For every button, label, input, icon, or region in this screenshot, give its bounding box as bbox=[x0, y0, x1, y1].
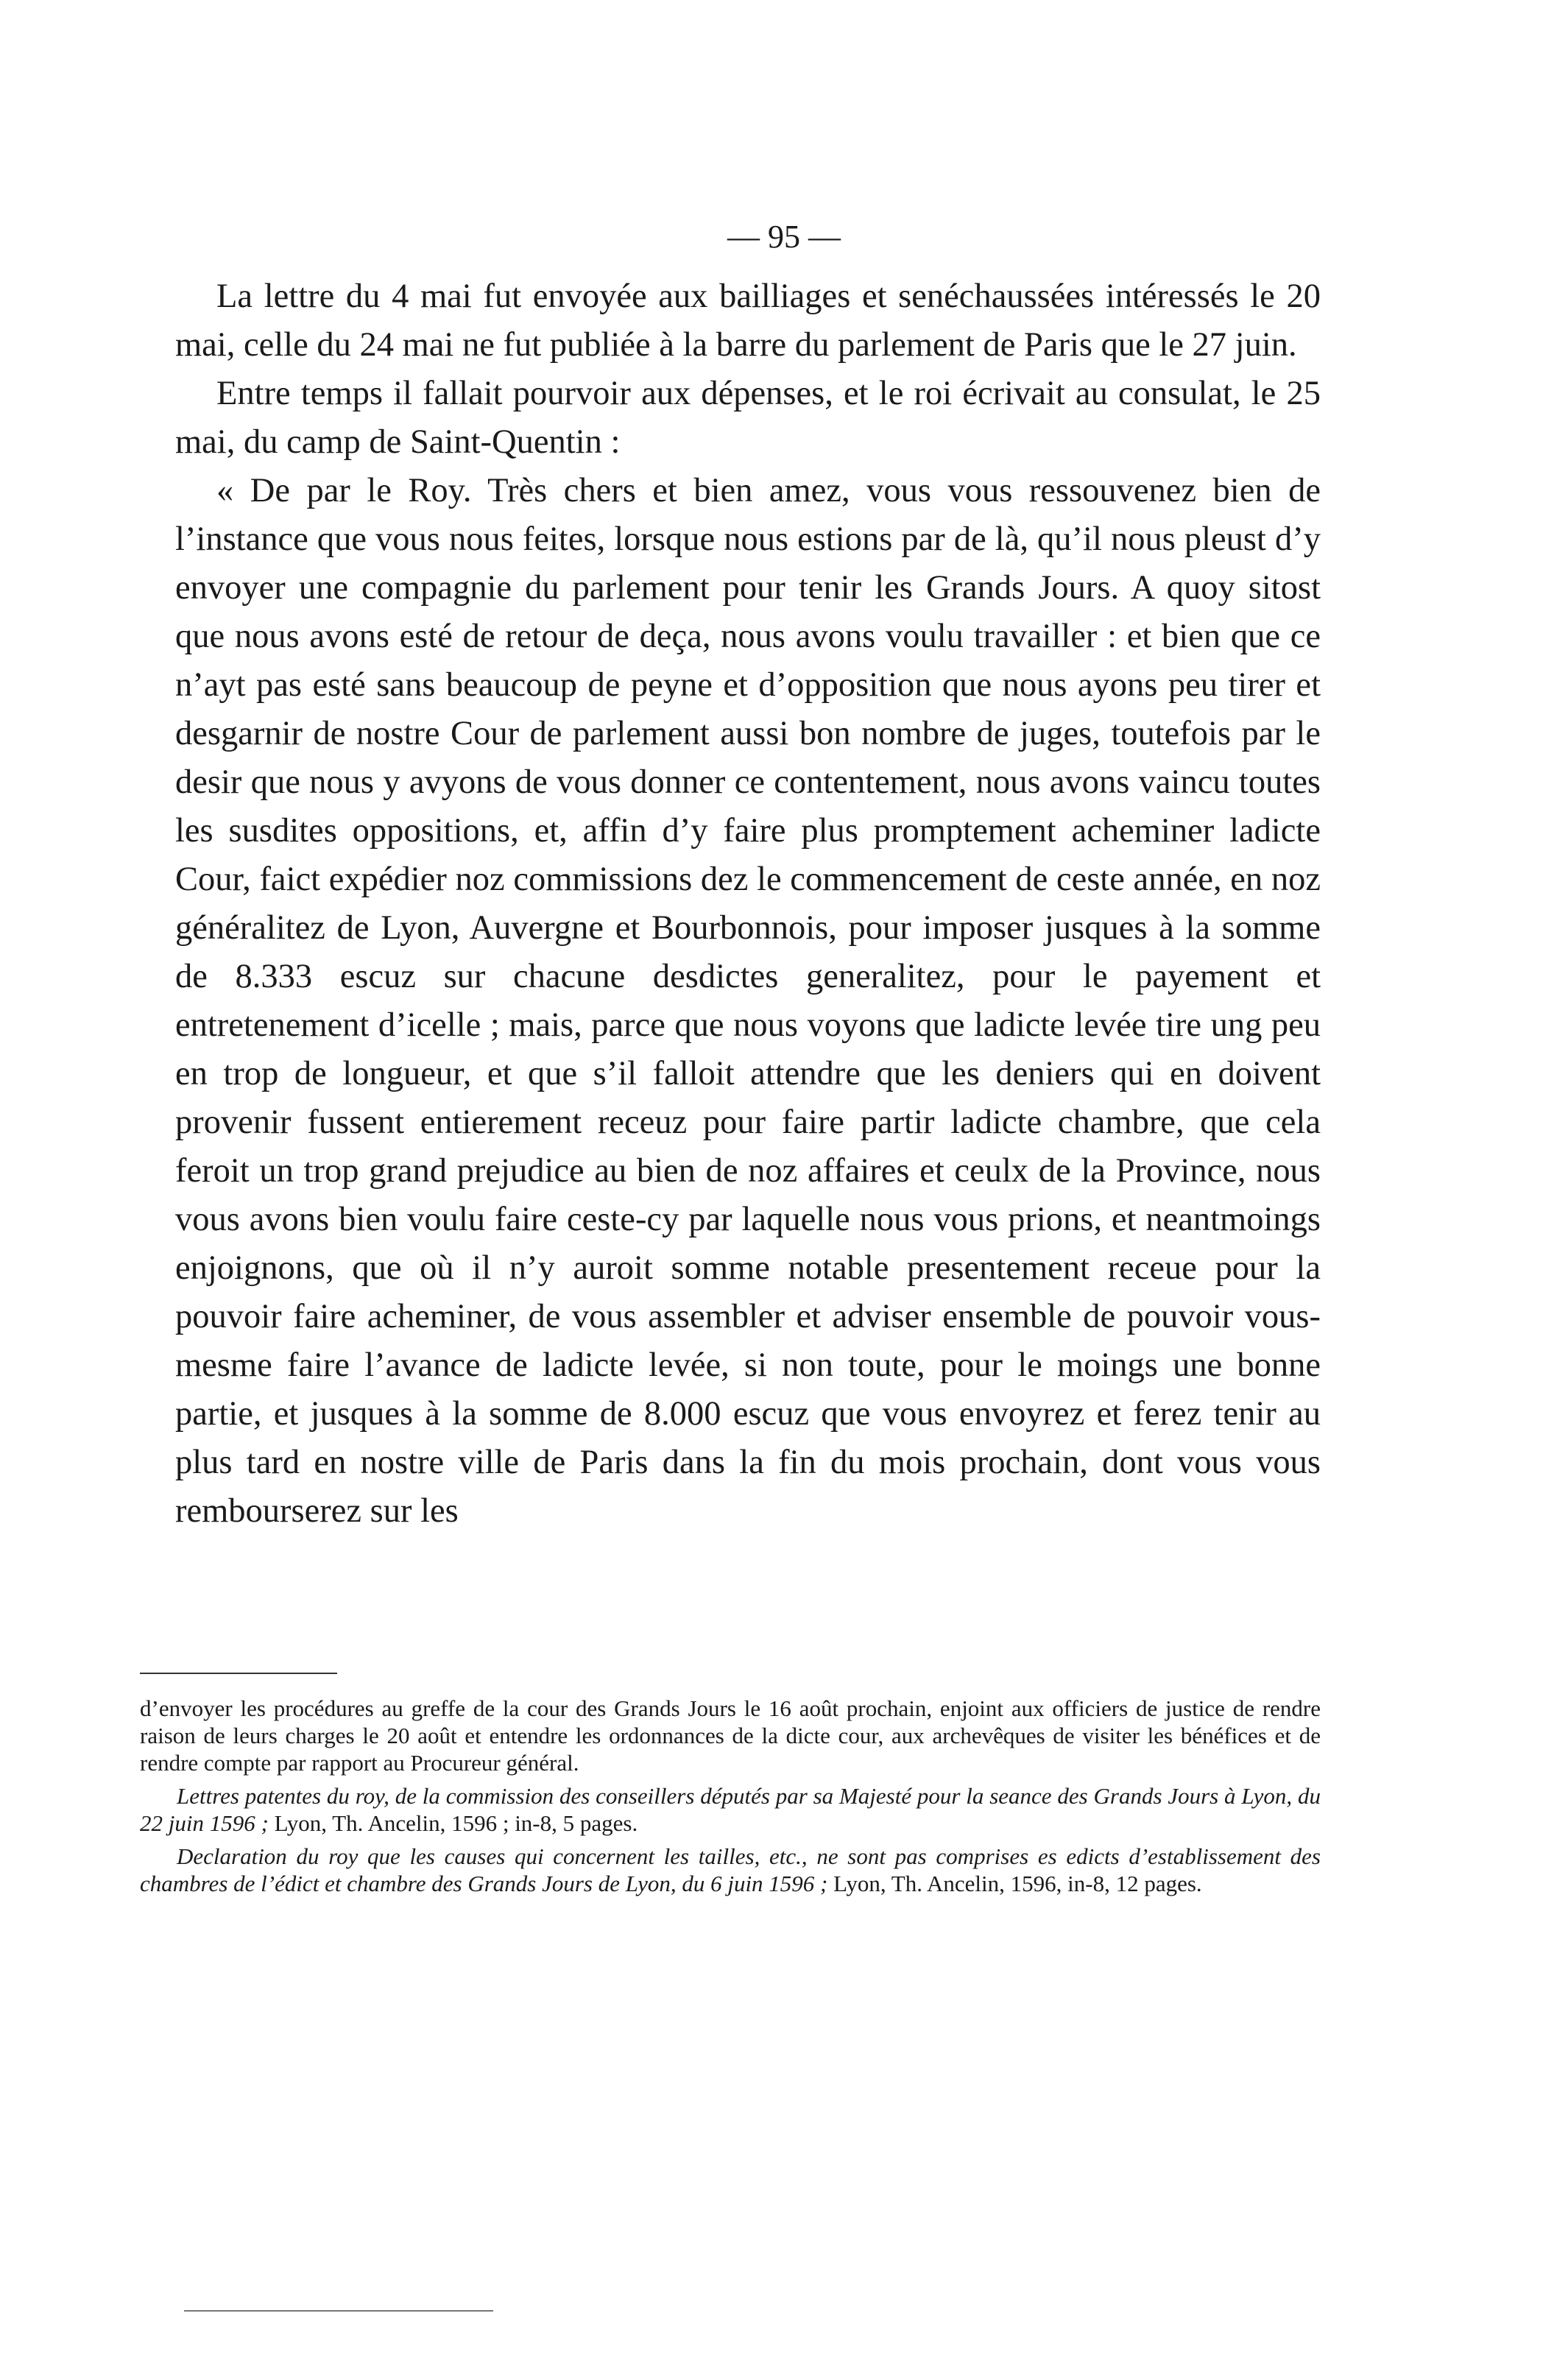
bottom-scan-line bbox=[184, 2310, 493, 2312]
footnotes bbox=[140, 1695, 1321, 1903]
footnote-declaration bbox=[140, 1843, 1321, 1897]
footnote-lettres-patentes-title: Lettres patentes du roy, de la commission des conseillers députés par sa Majesté pour la seance des Grands Jours à Lyon, du 22 juin 1596 ; bbox=[140, 1783, 1321, 1836]
footnote-declaration-title: Declaration du roy que les causes qui concernent les tailles, etc., ne sont pas comprises es edicts d’establissement des chambres de l’édict et chambre des Grands Jours de Lyon, du 6 juin 1596 ; bbox=[140, 1843, 1321, 1896]
footnote-declaration-imprint: Lyon, Th. Ancelin, 1596, in-8, 12 pages. bbox=[827, 1871, 1202, 1896]
footnote-continuation: d’envoyer les procédures au greffe de la cour des Grands Jours le 16 août prochain, enjoint aux officiers de justice de rendre raison de leurs charges le 20 août et entendre les ordonnances de la dicte cour, aux archevêques de visiter les bénéfices et de rendre compte par rapport au Procureur général. bbox=[140, 1695, 1321, 1776]
footnote-lettres-patentes-imprint: Lyon, Th. Ancelin, 1596 ; in-8, 5 pages. bbox=[268, 1810, 638, 1836]
page-number: — 95 — bbox=[727, 219, 841, 255]
footnote-separator bbox=[140, 1673, 337, 1674]
paragraph-expenses: Entre temps il fallait pourvoir aux dépenses, et le roi écrivait au consulat, le 25 mai, du camp de Saint-Quentin : bbox=[175, 375, 1321, 461]
paragraph-royal-letter: « De par le Roy. Très chers et bien amez, vous vous ressouvenez bien de l’instance que vous nous feites, lorsque nous estions par de là, qu’il nous pleust d’y envoyer une compagnie du parlement pour tenir les Grands Jours. A quoy sitost que nous avons esté de retour de deça, nous avons voulu travailler : et bien que ce n’ayt pas esté sans beaucoup de peyne et d’opposition que nous ayons peu tirer et desgarnir de nostre Cour de parlement aussi bon nombre de juges, toutefois par le desir que nous y avyons de vous donner ce contentement, nous avons vaincu toutes les susdites oppositions, et, affin d’y faire plus promptement acheminer ladicte Cour, faict expédier noz commissions dez le commencement de ceste année, en noz généralitez de Lyon, Auvergne et Bourbonnois, pour imposer jusques à la somme de 8.333 escuz sur chacune desdictes generalitez, pour le payement et entretenement d’icelle ; mais, parce que nous voyons que ladicte levée tire ung peu en trop de longueur, et que s’il falloit attendre que les deniers qui en doivent provenir fussent entierement receuz pour faire partir ladicte chambre, que cela feroit un trop grand prejudice au bien de noz affaires et ceulx de la Province, nous vous avons bien voulu faire ceste-cy par laquelle nous vous prions, et neantmoings enjoignons, que où il n’y auroit somme notable presentement receue pour la pouvoir faire acheminer, de vous assembler et adviser ensemble de pouvoir vous-mesme faire l’avance de ladicte levée, si non toute, pour le moings une bonne partie, et jusques à la somme de 8.000 escuz que vous envoyrez et ferez tenir au plus tard en nostre ville de Paris dans la fin du mois prochain, dont vous vous rembourserez sur les bbox=[175, 472, 1321, 1530]
footnote-lettres-patentes bbox=[140, 1782, 1321, 1837]
paragraph-letter-dates: La lettre du 4 mai fut envoyée aux bailliages et senéchaussées intéressés le 20 mai, celle du 24 mai ne fut publiée à la barre du parlement de Paris que le 27 juin. bbox=[175, 278, 1321, 364]
main-text bbox=[175, 272, 1321, 1536]
